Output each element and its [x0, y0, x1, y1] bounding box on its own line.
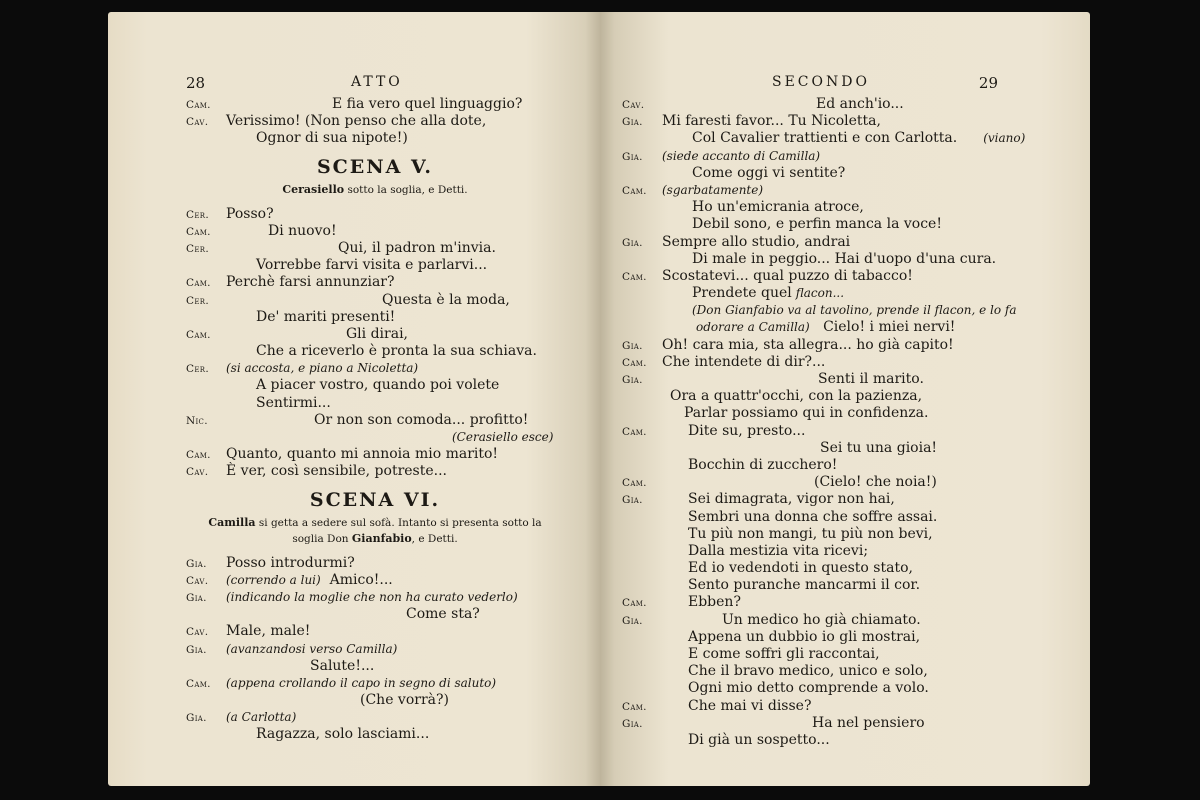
line-text — [452, 429, 553, 445]
right-page-content — [622, 74, 1026, 749]
line-text — [692, 251, 996, 267]
stage-direction: (Don Gianfabio va al tavolino, prende il flacon, e lo fa — [692, 303, 1017, 318]
right-page — [600, 12, 1090, 786]
line-text — [684, 405, 928, 421]
line-text — [820, 440, 937, 456]
dialogue-line — [622, 440, 994, 457]
dialogue-line — [622, 250, 997, 268]
line-text — [256, 377, 499, 393]
verse-text: Senti il marito. — [818, 371, 924, 387]
line-text — [226, 675, 496, 691]
scene-title: SCENA V. — [316, 155, 434, 178]
line-text — [688, 629, 920, 645]
verse-text: Sempre allo studio, andrai — [662, 233, 851, 250]
right-text-blocks — [622, 96, 1026, 749]
verse-text: Prendete quel — [692, 285, 792, 302]
speaker-label: Gia. — [186, 712, 207, 725]
line-text — [688, 594, 741, 610]
stage-direction: (indicando la moglie che non ha curato vederlo) — [226, 589, 518, 604]
dialogue-line — [622, 234, 994, 251]
line-text — [688, 663, 928, 679]
speaker-label: Cav. — [186, 466, 209, 479]
scene-description: soglia Don Gianfabio, e Detti. — [292, 531, 458, 545]
verse-text: Ed io vedendoti in questo stato, — [688, 560, 913, 577]
verse-text: Perchè farsi annunziar? — [226, 274, 395, 291]
dialogue-line — [622, 457, 994, 474]
scene-description: Camilla si getta a sedere sul sofà. Intanto si presenta sotto la — [208, 515, 542, 529]
speaker-label: Gia. — [186, 557, 207, 570]
dialogue-line — [622, 319, 994, 336]
dialogue-line — [622, 113, 994, 130]
line-text — [332, 96, 522, 112]
dialogue-line — [186, 257, 564, 274]
left-page-content — [186, 74, 564, 744]
dialogue-line — [186, 429, 564, 446]
dialogue-line — [622, 680, 994, 697]
verse-text: Ragazza, solo lasciami... — [256, 726, 430, 743]
speaker-label: Gia. — [622, 494, 643, 507]
stage-direction: (siede accanto di Camilla) — [662, 148, 821, 163]
dialogue-line — [622, 543, 994, 560]
line-text — [688, 560, 913, 576]
dialogue-line — [622, 165, 994, 182]
speaker-label: Cam. — [186, 99, 211, 111]
stage-direction: (Cerasiello esce) — [452, 430, 554, 444]
line-text — [688, 457, 837, 473]
dialogue-line — [186, 360, 564, 377]
line-text — [692, 165, 845, 181]
dialogue-line — [186, 223, 564, 240]
line-text — [662, 268, 913, 284]
spacer — [186, 547, 564, 555]
speaker-label: Cam. — [186, 277, 211, 290]
dialogue-line — [186, 692, 564, 709]
line-text — [688, 526, 933, 542]
line-text — [314, 412, 528, 428]
dialogue-line — [186, 343, 564, 360]
verse-text: Sei tu una gioia! — [820, 439, 938, 456]
line-text — [226, 113, 486, 129]
speaker-label: Cam. — [186, 677, 211, 690]
left-text-blocks — [186, 96, 564, 744]
dialogue-line — [622, 560, 994, 577]
dialogue-line — [186, 412, 564, 429]
verse-text: È ver, così sensibile, potreste... — [226, 463, 447, 480]
verse-text: Tu più non mangi, tu più non bevi, — [688, 525, 933, 542]
verse-text: Or non son comoda... profitto! — [314, 411, 529, 428]
line-text — [662, 337, 954, 353]
line-text — [688, 577, 920, 593]
verse-text: (Cielo! che noia!) — [814, 474, 937, 491]
dialogue-line — [622, 354, 994, 371]
verse-text: Come sta? — [406, 606, 480, 623]
line-text — [688, 543, 868, 559]
line-text — [338, 240, 496, 256]
dialogue-line — [622, 663, 994, 680]
verse-text: Ogni mio detto comprende a volo. — [688, 680, 929, 697]
verse-text: Scostatevi... qual puzzo di tabacco! — [662, 267, 913, 284]
verse-text: Ha nel pensiero — [812, 714, 925, 731]
verse-text: Bocchin di zucchero! — [688, 456, 838, 473]
speaker-label: Cav. — [622, 99, 645, 111]
speaker-label: Cer. — [186, 208, 209, 221]
line-text — [696, 319, 955, 335]
dialogue-line — [186, 309, 564, 326]
verse-text: Dalla mestizia vita ricevi; — [688, 542, 869, 559]
line-text — [226, 446, 498, 462]
line-text — [226, 360, 418, 376]
line-text — [812, 715, 925, 731]
line-text — [722, 612, 921, 628]
dialogue-line — [186, 446, 564, 463]
dialogue-line — [186, 113, 564, 130]
verse-text: Che mai vi disse? — [688, 697, 812, 714]
verse-text: Sento puranche mancarmi il cor. — [688, 577, 921, 594]
verse-text: A piacer vostro, quando poi volete — [256, 377, 500, 394]
dialogue-line — [186, 206, 564, 223]
line-text — [226, 555, 355, 571]
verse-text: Questa è la moda, — [382, 291, 510, 308]
stage-direction: (a Carlotta) — [226, 710, 297, 725]
verse-text: Di già un sospetto... — [688, 731, 830, 748]
verse-text: Di male in peggio... Hai d'uopo d'una cura. — [692, 250, 997, 267]
dialogue-line — [186, 326, 564, 343]
stage-direction: odorare a Camilla) — [696, 320, 810, 335]
speaker-label: Gia. — [186, 643, 207, 656]
verse-text: Di nuovo! — [268, 222, 337, 239]
running-head-title: SECONDO — [772, 74, 870, 90]
line-text — [226, 206, 274, 222]
verse-text: Che il bravo medico, unico e solo, — [688, 663, 928, 680]
line-text — [256, 309, 395, 325]
line-text — [688, 423, 805, 439]
speaker-label: Gia. — [622, 116, 643, 129]
stage-direction: (viano) — [983, 131, 1026, 146]
verse-text: E fia vero quel linguaggio? — [332, 96, 523, 112]
line-text — [818, 371, 924, 387]
verse-text: Sei dimagrata, vigor non hai, — [688, 491, 895, 508]
speaker-label: Gia. — [622, 614, 643, 627]
line-text — [406, 606, 480, 622]
stage-direction: (si accosta, e piano a Nicoletta) — [226, 361, 419, 376]
dialogue-line — [622, 526, 994, 543]
verse-text: Cielo! i miei nervi! — [809, 319, 956, 336]
speaker-label: Cam. — [622, 700, 647, 713]
verse-text: Sembri una donna che soffre assai. — [688, 508, 938, 525]
line-text — [670, 388, 922, 404]
dialogue-line — [622, 612, 994, 629]
line-text — [256, 726, 429, 742]
verse-text: Ognor di sua nipote!) — [256, 130, 408, 147]
verse-text: Posso? — [226, 205, 274, 222]
verse-text: Col Cavalier trattienti e con Carlotta. — [692, 130, 958, 147]
line-text — [662, 148, 820, 164]
line-text — [226, 589, 518, 605]
dialogue-line — [622, 423, 994, 440]
line-text — [688, 646, 880, 662]
speaker-label: Gia. — [622, 717, 643, 730]
line-text — [226, 623, 310, 639]
speaker-label: Cam. — [622, 184, 647, 197]
dialogue-line — [186, 623, 564, 640]
verse-text: Qui, il padron m'invia. — [338, 239, 496, 256]
line-text — [814, 474, 937, 490]
line-text — [692, 130, 1025, 146]
dialogue-line — [186, 395, 564, 412]
page-number: 29 — [978, 74, 998, 92]
dialogue-line — [622, 371, 994, 388]
verse-text: Quanto, quanto mi annoia mio marito! — [226, 446, 499, 463]
dialogue-line — [622, 509, 994, 526]
dialogue-line — [622, 337, 994, 354]
verse-text: Mi faresti favor... Tu Nicoletta, — [662, 113, 881, 130]
verse-text: Ebben? — [688, 594, 741, 611]
running-head — [622, 74, 998, 94]
dialogue-line — [186, 274, 564, 291]
line-text — [688, 491, 895, 507]
dialogue-line — [186, 292, 564, 309]
open-book — [108, 12, 1090, 786]
dialogue-line — [186, 572, 564, 589]
line-text — [692, 302, 1017, 318]
dialogue-line — [622, 577, 994, 594]
line-text — [256, 130, 408, 146]
line-text — [226, 641, 397, 657]
verse-text: Debil sono, e perfin manca la voce! — [692, 216, 942, 233]
dialogue-line — [186, 658, 564, 675]
line-text — [226, 463, 447, 479]
line-text — [688, 732, 830, 748]
dialogue-line — [186, 675, 564, 692]
speaker-label: Cav. — [186, 574, 209, 587]
line-text — [256, 343, 537, 359]
running-head-title: ATTO — [351, 74, 403, 90]
line-text — [268, 223, 337, 239]
dialogue-line — [622, 629, 994, 646]
dialogue-line — [622, 182, 994, 199]
verse-text: Come oggi vi sentite? — [692, 164, 846, 181]
verse-text: Gli dirai, — [346, 325, 408, 342]
speaker-label: Cam. — [622, 270, 647, 283]
dialogue-line — [622, 96, 994, 113]
speaker-label: Gia. — [622, 339, 643, 352]
dialogue-line — [622, 715, 994, 732]
speaker-label: Cer. — [186, 363, 209, 376]
dialogue-line — [186, 377, 564, 394]
line-text — [382, 292, 510, 308]
stage-direction: (correndo a lui) — [226, 572, 321, 587]
dialogue-line — [186, 726, 564, 743]
speaker-label: Cav. — [186, 626, 209, 639]
stage-direction: (appena crollando il capo in segno di saluto) — [226, 675, 497, 690]
verse-text: Un medico ho già chiamato. — [722, 611, 921, 628]
dialogue-line — [186, 130, 564, 147]
speaker-label: Cam. — [186, 225, 211, 238]
dialogue-line — [622, 732, 994, 749]
line-text — [360, 692, 449, 708]
dialogue-line — [622, 216, 994, 233]
verse-text: Che a riceverlo è pronta la sua schiava. — [256, 343, 537, 360]
speaker-label: Gia. — [622, 150, 643, 163]
line-text — [226, 572, 393, 588]
verse-text: Verissimo! (Non penso che alla dote, — [226, 113, 487, 130]
speaker-label: Cer. — [186, 294, 209, 307]
dialogue-line — [622, 199, 994, 216]
speaker-label: Gia. — [622, 236, 643, 249]
verse-text: E come soffri gli raccontai, — [688, 646, 880, 662]
dialogue-line — [186, 555, 564, 572]
left-page — [108, 12, 600, 786]
speaker-label: Cam. — [622, 356, 647, 369]
spacer — [186, 198, 564, 206]
line-text — [662, 182, 763, 198]
line-text — [226, 274, 395, 290]
dialogue-line — [622, 285, 994, 302]
page-number: 28 — [186, 74, 206, 92]
verse-text: Vorrebbe farvi visita e parlarvi... — [256, 257, 488, 274]
speaker-label: Cam. — [622, 425, 647, 438]
stage-direction: flacon... — [795, 286, 845, 301]
stage-direction: (sgarbatamente) — [662, 182, 764, 197]
dialogue-line — [622, 646, 994, 663]
dialogue-line — [186, 589, 564, 606]
line-text — [816, 96, 904, 112]
line-text — [688, 698, 811, 714]
dialogue-line — [622, 148, 994, 165]
verse-text: Posso introdurmi? — [226, 554, 355, 571]
line-text — [662, 354, 825, 370]
dialogue-line — [186, 96, 564, 113]
dialogue-line — [186, 606, 564, 623]
verse-text: Ho un'emicrania atroce, — [692, 199, 864, 216]
dialogue-line — [622, 388, 994, 405]
verse-text: Ora a quattr'occhi, con la pazienza, — [670, 388, 923, 405]
line-text — [346, 326, 408, 342]
line-text — [256, 257, 487, 273]
speaker-label: Cam. — [622, 477, 647, 490]
dialogue-line — [622, 474, 994, 491]
dialogue-line — [186, 709, 564, 726]
speaker-label: Cam. — [186, 449, 211, 462]
line-text — [692, 216, 942, 232]
line-text — [256, 395, 331, 411]
speaker-label: Cam. — [186, 328, 211, 341]
speaker-label: Nic. — [186, 414, 208, 427]
dialogue-line — [186, 463, 564, 480]
verse-text: Ed anch'io... — [816, 96, 904, 112]
speaker-label: Cam. — [622, 597, 647, 610]
verse-text: Dite su, presto... — [688, 422, 806, 439]
speaker-label: Cav. — [186, 116, 209, 129]
verse-text: Che intendete di dir?... — [662, 353, 826, 370]
verse-text: Salute!... — [310, 657, 375, 674]
line-text — [310, 658, 374, 674]
running-head — [186, 74, 564, 94]
line-text — [692, 199, 864, 215]
verse-text: Amico!... — [320, 571, 393, 588]
verse-text: Parlar possiamo qui in confidenza. — [684, 405, 929, 422]
dialogue-line — [622, 405, 994, 422]
line-text — [692, 285, 844, 301]
verse-text: Oh! cara mia, sta allegra... ho già capito! — [662, 336, 954, 353]
speaker-label: Gia. — [186, 591, 207, 604]
verse-text: Appena un dubbio io gli mostrai, — [688, 628, 921, 645]
verse-text: (Che vorrà?) — [360, 692, 449, 709]
speaker-label: Cer. — [186, 242, 209, 255]
scene-title: SCENA VI. — [309, 488, 441, 511]
stage-direction: (avanzandosi verso Camilla) — [226, 641, 398, 656]
dialogue-line — [186, 240, 564, 257]
line-text — [662, 234, 850, 250]
speaker-label: Gia. — [622, 374, 643, 386]
verse-text: Sentirmi... — [256, 394, 331, 411]
line-text — [688, 509, 937, 525]
dialogue-line — [186, 641, 564, 658]
verse-text: Male, male! — [226, 623, 311, 640]
dialogue-line — [622, 130, 1026, 147]
line-text — [226, 709, 296, 725]
verse-text: De' mariti presenti! — [256, 308, 396, 325]
dialogue-line — [622, 302, 1017, 319]
dialogue-line — [622, 698, 994, 715]
dialogue-line — [622, 268, 994, 285]
dialogue-line — [622, 594, 994, 611]
line-text — [662, 113, 881, 129]
line-text — [688, 680, 929, 696]
scene-description: Cerasiello sotto la soglia, e Detti. — [282, 182, 468, 196]
dialogue-line — [622, 491, 994, 508]
